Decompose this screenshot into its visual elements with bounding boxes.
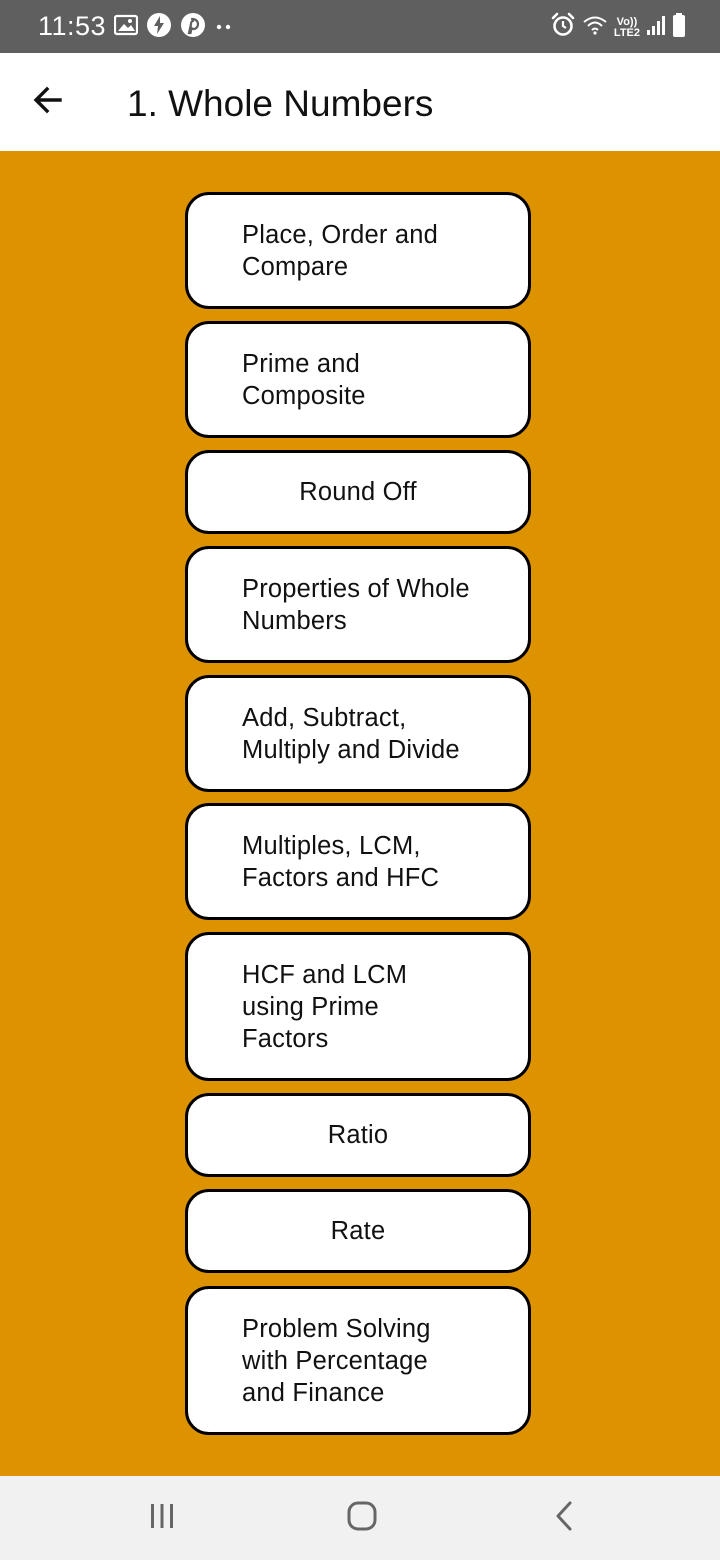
alarm-icon	[550, 12, 576, 43]
signal-icon	[646, 13, 666, 42]
topic-label: Rate	[330, 1217, 386, 1245]
topic-button-add-subtract-multiply-divide[interactable]	[185, 675, 531, 792]
topic-label: Add, Subtract, Multiply and Divide	[242, 703, 460, 764]
pinterest-icon	[180, 12, 206, 43]
network-label-bottom: LTE2	[613, 26, 640, 39]
topic-button-place-order-compare[interactable]	[185, 192, 531, 309]
topic-button-round-off[interactable]	[185, 450, 531, 534]
battery-icon	[672, 12, 686, 43]
app-bar	[0, 53, 720, 151]
home-icon	[346, 1500, 378, 1537]
arrow-left-icon	[32, 84, 64, 121]
topic-label: Multiples, LCM, Factors and HFC	[242, 831, 440, 892]
network-label-top: Vo))	[616, 15, 638, 28]
back-button[interactable]	[24, 78, 72, 126]
volte-lte2-icon	[614, 17, 640, 39]
more-dots-icon	[214, 13, 234, 42]
topic-list	[0, 151, 720, 1476]
notification-icons	[114, 12, 234, 43]
topic-label: Round Off	[299, 478, 417, 506]
topic-label: Place, Order and Compare	[242, 220, 438, 281]
topic-button-hcf-lcm-prime-factors[interactable]	[185, 932, 531, 1081]
wifi-icon	[582, 14, 608, 41]
home-button[interactable]	[340, 1496, 384, 1540]
back-nav-icon	[552, 1500, 576, 1537]
recent-apps-button[interactable]	[140, 1496, 184, 1540]
gallery-icon	[114, 14, 138, 41]
recent-apps-icon	[147, 1502, 177, 1535]
topic-label: Ratio	[327, 1121, 389, 1149]
topic-button-problem-solving-percentage-finance[interactable]	[185, 1286, 531, 1435]
system-nav-bar	[0, 1476, 720, 1560]
topic-label: Prime and Composite	[242, 349, 366, 410]
page-title: 1. Whole Numbers	[127, 83, 434, 124]
topic-button-rate[interactable]	[185, 1189, 531, 1273]
topic-label: Problem Solving with Percentage and Finance	[242, 1314, 431, 1407]
back-nav-button[interactable]	[542, 1496, 586, 1540]
topic-button-multiples-lcm-factors-hfc[interactable]	[185, 803, 531, 920]
topic-label: HCF and LCM using Prime Factors	[242, 960, 408, 1053]
topic-button-properties-whole-numbers[interactable]	[185, 546, 531, 663]
bolt-icon	[146, 12, 172, 43]
status-time: 11:53	[38, 11, 107, 41]
status-bar	[0, 0, 720, 53]
system-icons	[550, 12, 686, 43]
topic-button-ratio[interactable]	[185, 1093, 531, 1177]
topic-button-prime-composite[interactable]	[185, 321, 531, 438]
topic-label: Properties of Whole Numbers	[242, 574, 470, 635]
